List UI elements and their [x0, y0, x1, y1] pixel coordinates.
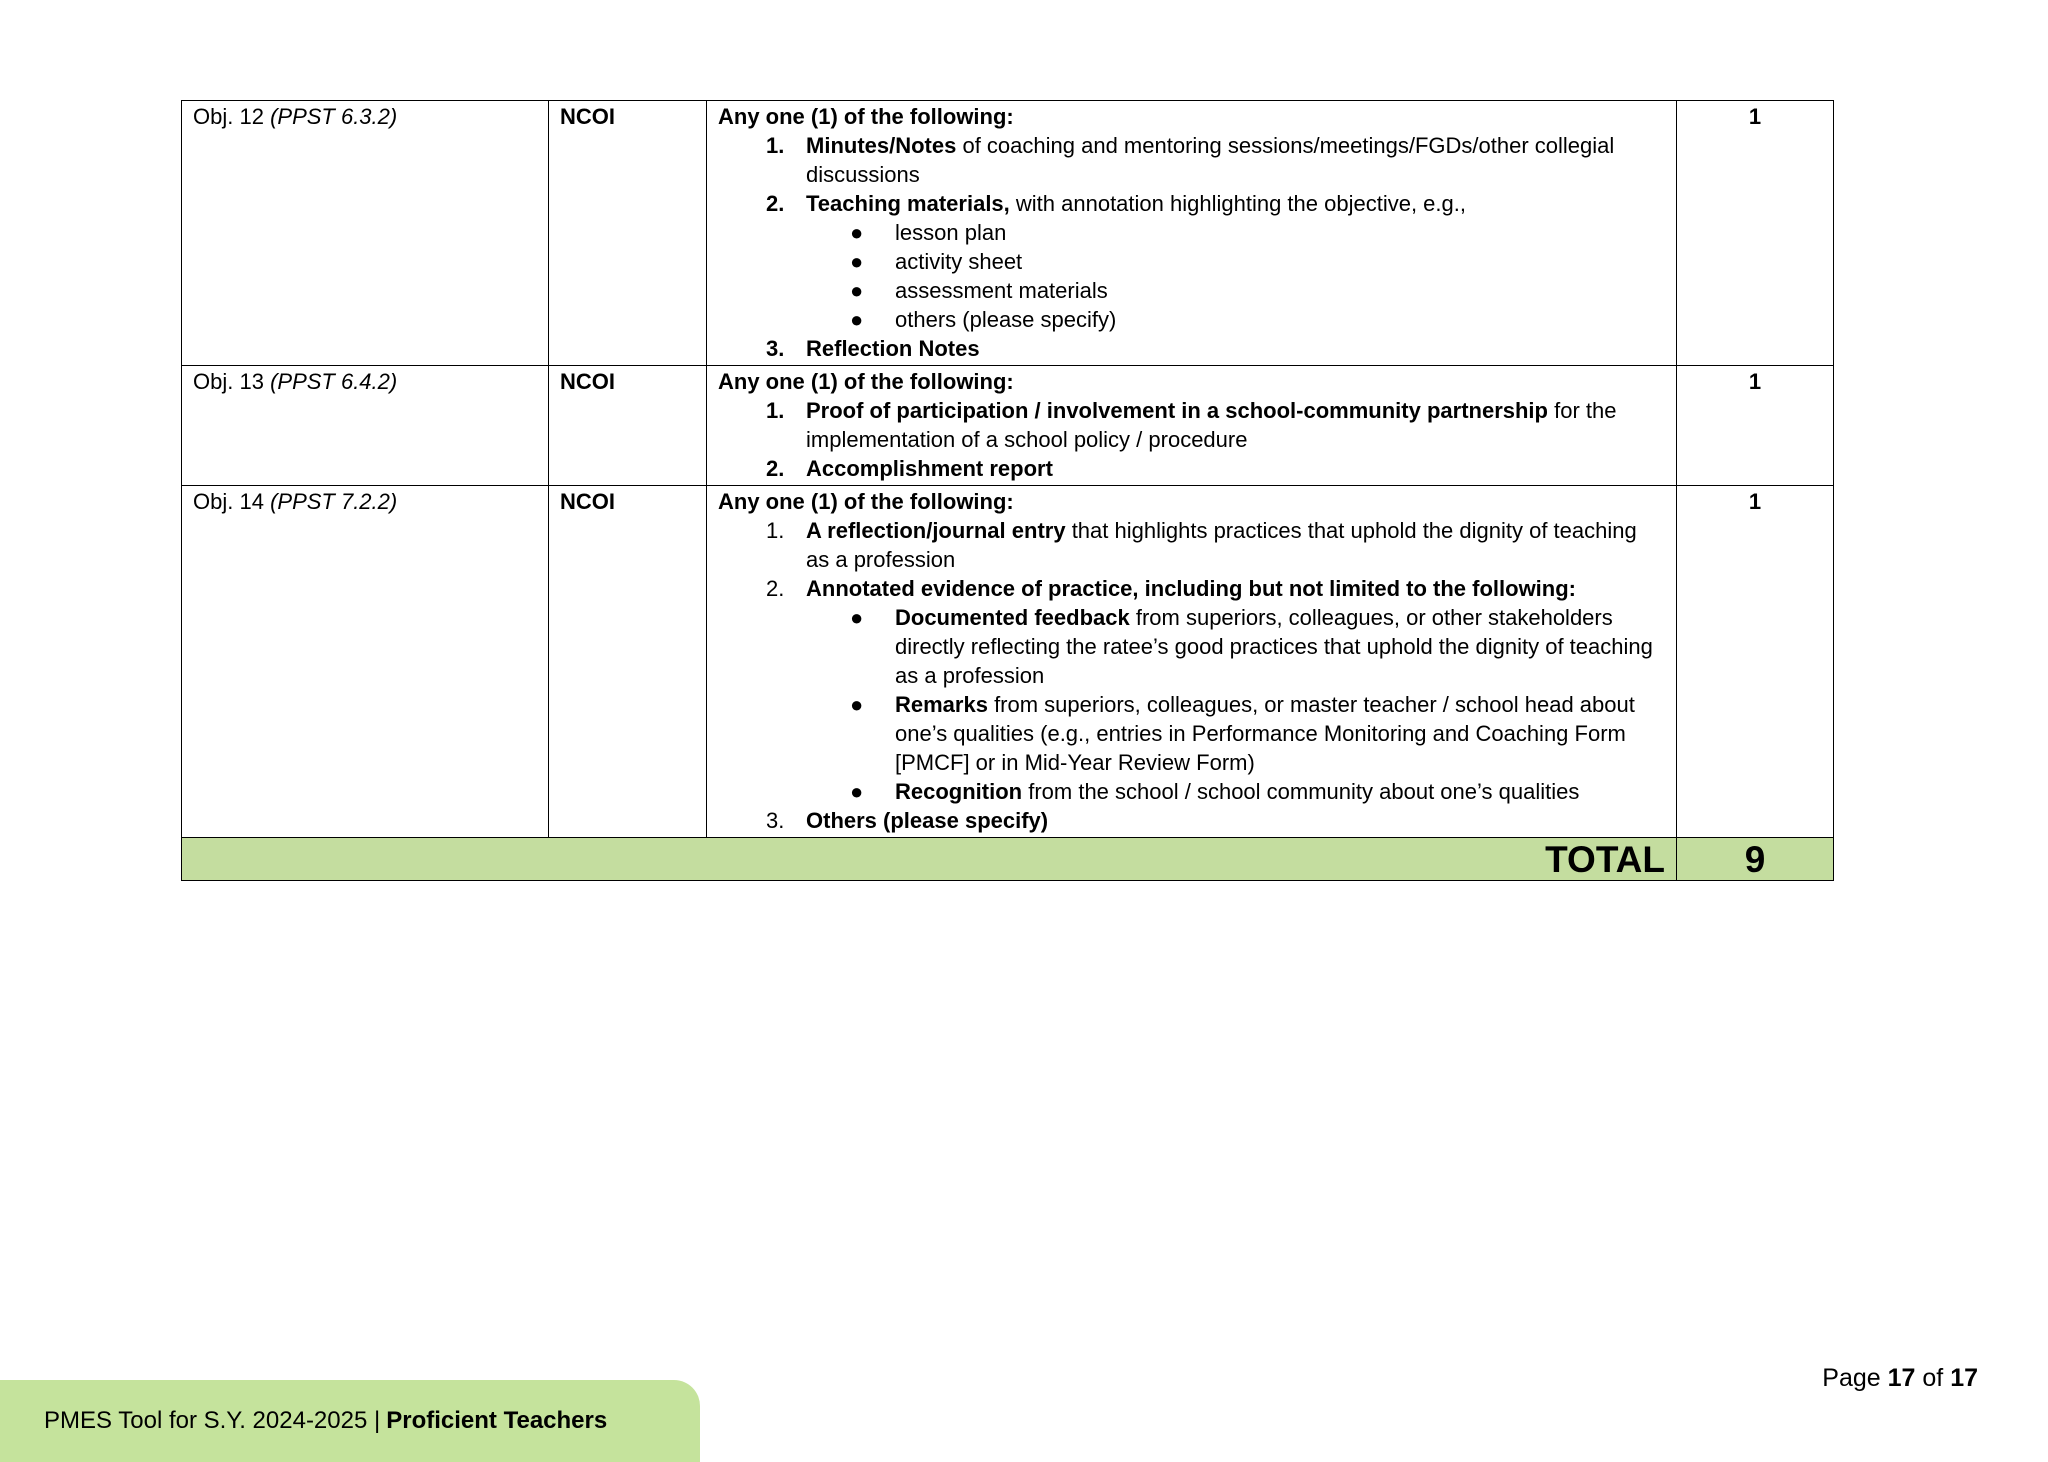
- points-cell: 1: [1677, 101, 1834, 366]
- list-item: 3. Others (please specify): [766, 808, 1049, 833]
- total-row: [182, 838, 1834, 881]
- ppst-ref: (PPST 6.3.2): [270, 104, 398, 129]
- list-item: 2. Accomplishment report: [766, 456, 1053, 481]
- total-value: 9: [1677, 838, 1834, 881]
- footer-text: PMES Tool for S.Y. 2024-2025 |: [44, 1407, 381, 1434]
- intro-text: Any one (1) of the following:: [718, 104, 1014, 129]
- objective-cell: [182, 366, 549, 486]
- table-row: [182, 101, 1834, 366]
- list-item: 2. Annotated evidence of practice, including but not limited to the following:: [766, 576, 1576, 601]
- table-row: [182, 366, 1834, 486]
- points-cell: 1: [1677, 486, 1834, 838]
- footer-bold-text: Proficient Teachers: [386, 1407, 608, 1434]
- mov-cell: [707, 366, 1677, 486]
- objective-label: Obj. 13: [193, 369, 264, 394]
- code-cell: NCOI: [549, 101, 707, 366]
- intro-text: Any one (1) of the following:: [718, 369, 1014, 394]
- mov-cell: [707, 486, 1677, 838]
- objective-cell: [182, 486, 549, 838]
- code-cell: NCOI: [549, 366, 707, 486]
- total-label: TOTAL: [182, 838, 1677, 881]
- ppst-ref: (PPST 7.2.2): [270, 489, 398, 514]
- points-cell: 1: [1677, 366, 1834, 486]
- list-item: 1. Minutes/Notes of coaching and mentoring sessions/meetings/FGDs/other collegial discussions: [766, 133, 1615, 187]
- bullet-item: ● Documented feedback from superiors, colleagues, or other stakeholders directly reflecting the ratee’s good practices that uphold the dignity of teaching as a profession: [850, 605, 1653, 688]
- mov-cell: [707, 101, 1677, 366]
- footer-banner: [0, 1380, 700, 1462]
- means-of-verification-table: [181, 100, 1834, 881]
- objective-label: Obj. 14: [193, 489, 264, 514]
- list-item: 1. Proof of participation / involvement in a school-community partnership for the implementation of a school policy / procedure: [766, 398, 1617, 452]
- objective-cell: [182, 101, 549, 366]
- list-item: 2. Teaching materials, with annotation highlighting the objective, e.g.,: [766, 191, 1466, 216]
- table-row: [182, 486, 1834, 838]
- ppst-ref: (PPST 6.4.2): [270, 369, 398, 394]
- bullet-item: ● Recognition from the school / school community about one’s qualities: [850, 779, 1580, 804]
- intro-text: Any one (1) of the following:: [718, 489, 1014, 514]
- objective-label: Obj. 12: [193, 104, 264, 129]
- bullet-item: ● Remarks from superiors, colleagues, or master teacher / school head about one’s qualities (e.g., entries in Performance Monitoring and Coaching Form [PMCF] or in Mid-Year Review Form): [850, 692, 1635, 775]
- bullet-item: ● lesson plan: [850, 220, 1007, 245]
- bullet-item: ● activity sheet: [850, 249, 1023, 274]
- code-cell: NCOI: [549, 486, 707, 838]
- bullet-item: ● assessment materials: [850, 278, 1108, 303]
- list-item: 3. Reflection Notes: [766, 336, 980, 361]
- list-item: 1. A reflection/journal entry that highlights practices that uphold the dignity of teaching as a profession: [766, 518, 1637, 572]
- bullet-item: ● others (please specify): [850, 307, 1117, 332]
- page-number: Page 17 of 17: [1822, 1364, 1978, 1392]
